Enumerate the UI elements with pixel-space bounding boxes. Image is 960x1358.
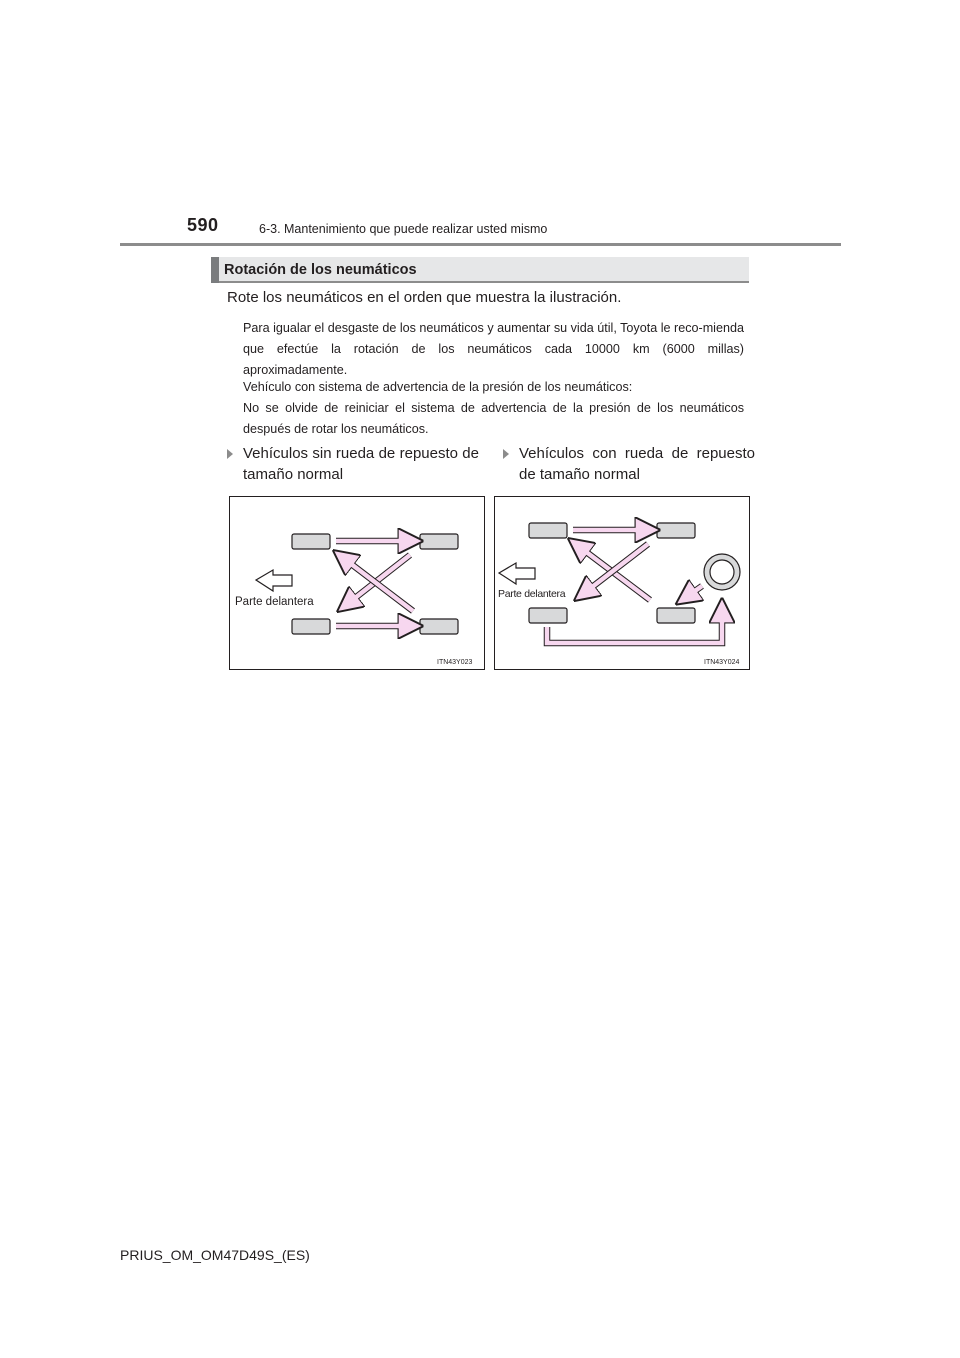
tire-rear-right <box>420 619 458 634</box>
rotation-recommendation-paragraph: Para igualar el desgaste de los neumáticos y aumentar su vida útil, Toyota le reco-mienda que efectúe la rotación de los neumáticos cada 10000 km (6000 millas) aproximadamente. <box>243 321 744 377</box>
bullet-triangle-icon <box>227 449 233 459</box>
tire-front-right <box>529 608 567 623</box>
front-direction-arrow-icon <box>256 570 292 591</box>
section-title: Rotación de los neumáticos <box>224 262 417 278</box>
rotation-diagram-with-spare <box>494 496 750 670</box>
spare-tire <box>704 554 740 590</box>
tpms-paragraph-line-2: No se olvide de reiniciar el sistema de advertencia de la presión de los neumáticos después de rotar los neumáticos. <box>243 401 744 436</box>
header-divider <box>120 243 841 246</box>
rotation-diagram-svg <box>230 497 484 669</box>
rotation-arrows <box>336 541 413 626</box>
rotation-arrows <box>547 530 722 643</box>
front-label: Parte delantera <box>235 596 314 608</box>
rotation-diagram-no-spare <box>229 496 485 670</box>
tire-rear-left <box>657 523 695 538</box>
tire-rear-right <box>657 608 695 623</box>
intro-text: Rote los neumáticos en el orden que muestra la ilustración. <box>227 289 622 306</box>
tire-front-right <box>292 619 330 634</box>
front-direction-arrow-icon <box>499 563 535 584</box>
figure-code: ITN43Y023 <box>437 659 473 666</box>
figure-heading-text: Vehículos con rueda de repuesto de tamaño normal <box>519 445 755 483</box>
tire-front-left <box>292 534 330 549</box>
section-title-bar <box>211 257 749 283</box>
document-footer: PRIUS_OM_OM47D49S_(ES) <box>120 1247 310 1263</box>
page-number: 590 <box>187 215 219 235</box>
front-label: Parte delantera <box>498 588 566 600</box>
section-header: 6-3. Mantenimiento que puede realizar usted mismo <box>259 222 548 236</box>
figure-code: ITN43Y024 <box>704 659 740 666</box>
tire-front-left <box>529 523 567 538</box>
tpms-reset-paragraph <box>243 377 744 440</box>
bullet-triangle-icon <box>503 449 509 459</box>
title-accent <box>211 257 219 283</box>
tpms-paragraph-line-1: Vehículo con sistema de advertencia de la presión de los neumáticos: <box>243 380 633 394</box>
rotation-diagram-svg <box>495 497 749 669</box>
tire-rear-left <box>420 534 458 549</box>
figure-heading-text: Vehículos sin rueda de repuesto de tamaño normal <box>243 445 479 483</box>
